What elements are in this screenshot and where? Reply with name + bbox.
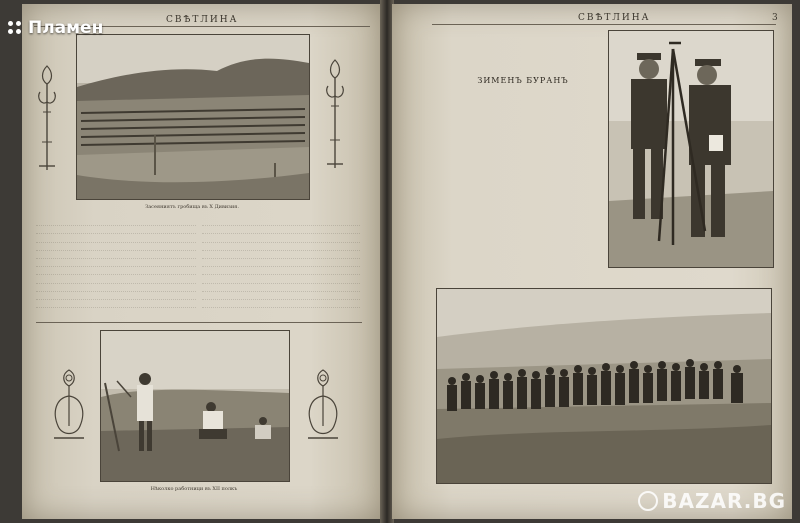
ornamental-vase-icon xyxy=(34,62,60,174)
right-running-head: СВѢТЛИНА xyxy=(578,13,651,23)
tulip-ornament-icon xyxy=(48,366,90,444)
soldiers-surveying-photo xyxy=(608,30,774,268)
plamen-logo-icon xyxy=(8,21,22,35)
ornamental-vase-icon xyxy=(322,56,348,172)
cemetery-landscape-photo xyxy=(76,34,310,200)
left-text-column-1 xyxy=(36,218,196,312)
left-bottom-photo-caption: Нѣколко работници въ XII полкъ xyxy=(150,486,238,492)
poem-title: ЗИМЕНЪ БУРАНЪ xyxy=(477,76,569,85)
plamen-watermark xyxy=(8,18,103,38)
tulip-ornament-icon xyxy=(302,366,344,444)
poem-text xyxy=(464,94,594,234)
right-header-rule xyxy=(432,24,776,25)
page-number: 3 xyxy=(772,13,778,23)
bazar-logo-icon xyxy=(638,491,658,511)
bazar-watermark xyxy=(638,489,786,513)
left-top-photo-caption: Засеяниятъ гробища въ X Дивизия. xyxy=(145,204,239,210)
bazar-brand-text: BAZAR.BG xyxy=(662,489,786,513)
left-section-rule xyxy=(36,322,362,323)
left-text-column-2 xyxy=(202,218,360,312)
left-running-head: СВѢТЛИНА xyxy=(166,15,239,25)
troops-in-field-photo xyxy=(436,288,772,484)
workers-photo xyxy=(100,330,290,482)
plamen-brand-text: Пламен xyxy=(28,18,104,38)
